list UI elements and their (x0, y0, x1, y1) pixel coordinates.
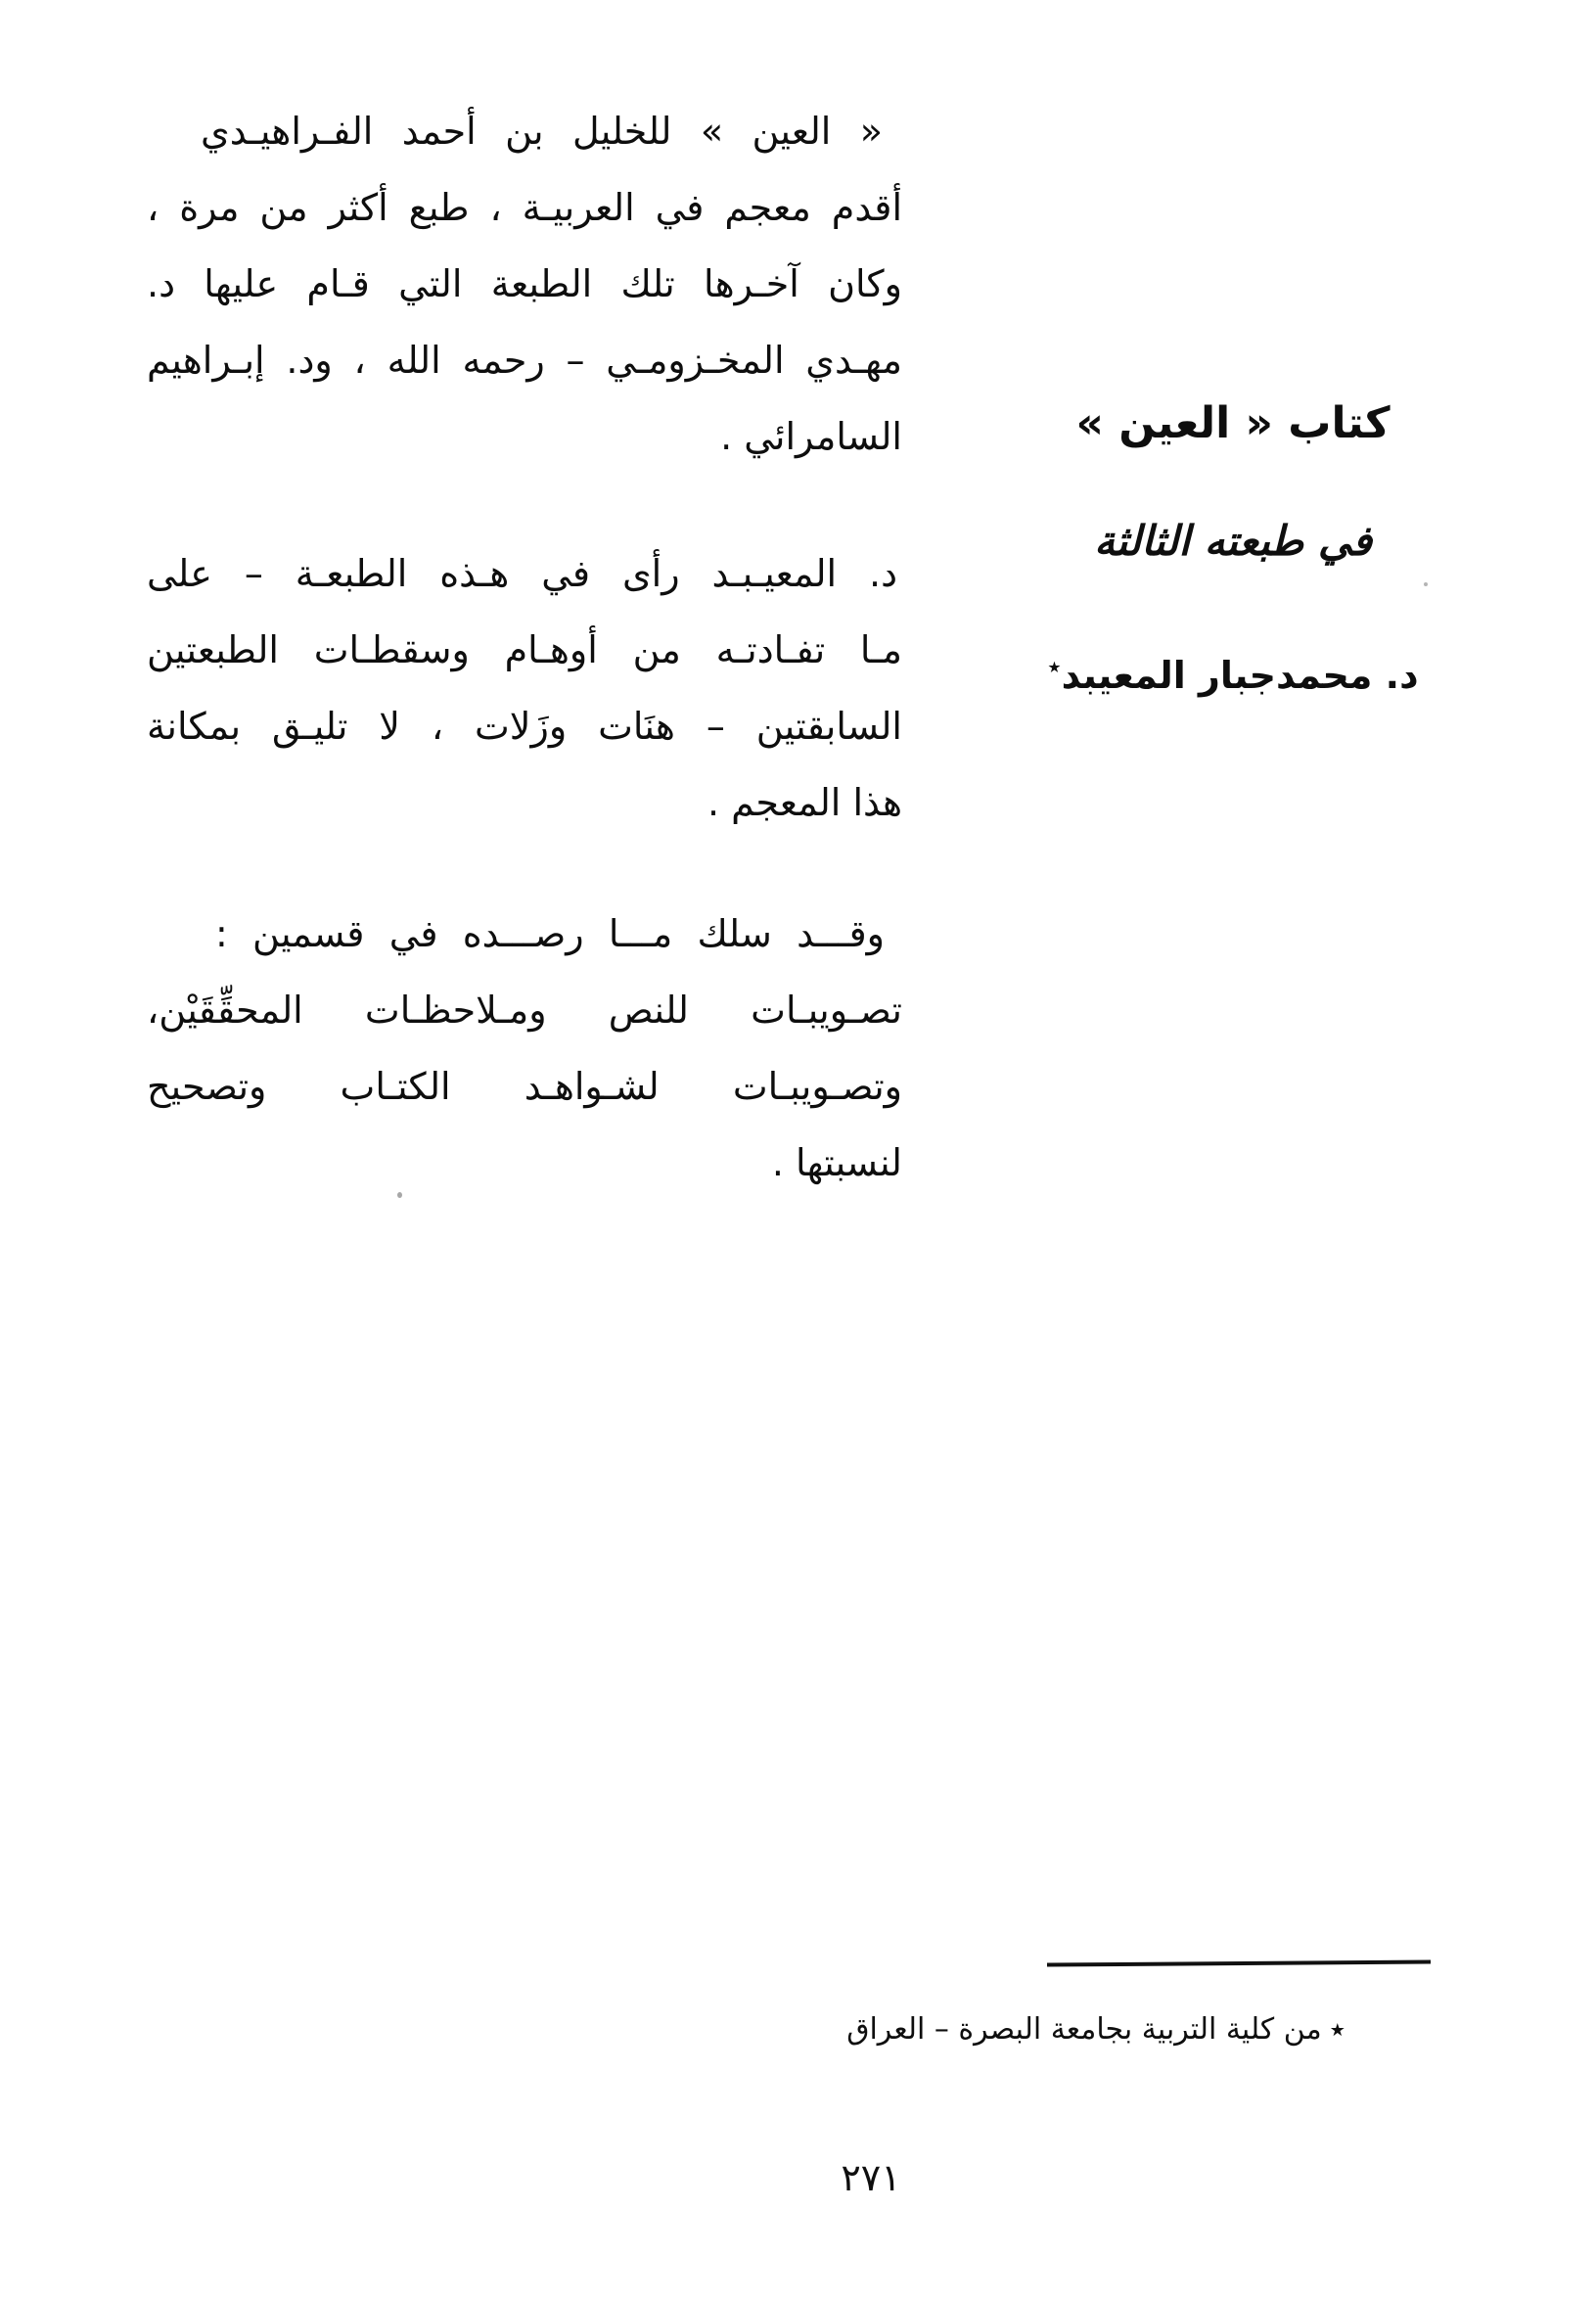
text-line: مـا تفـادتـه من أوهـام وسقطـات الطبعتين (147, 628, 902, 671)
text-line: لنسبتها . (771, 1141, 902, 1184)
footnote-marker: ٭ (1329, 2012, 1345, 2047)
text-line: « العين » للخليل بن أحمد الفـراهيـدي (201, 110, 883, 153)
article-body (147, 93, 902, 1201)
footnote-divider (1047, 1959, 1431, 1966)
text-line: وقـــد سلك مـــا رصـــده في قسمين : (215, 912, 885, 955)
text-line: تصـويبـات للنص ومـلاحظـات المحقِّقَيْن، (147, 989, 902, 1032)
article-subtitle: في طبعته الثالثة (1094, 517, 1372, 565)
text-line: السامرائي . (720, 415, 902, 458)
author-line (1018, 646, 1448, 705)
paragraph-1 (147, 93, 902, 475)
text-line: وتصـويبـات لشـواهـد الكتـاب وتصحيح (147, 1065, 902, 1108)
text-line: وكان آخـرها تلك الطبعة التي قـام عليها د. (147, 262, 902, 305)
text-line: هذا المعجم . (707, 781, 902, 824)
footnote-marker-superscript: ٭ (1047, 652, 1062, 682)
scan-speck (1424, 582, 1428, 586)
text-line: أقدم معجم في العربيـة ، طبع أكثر من مرة ، (147, 186, 902, 229)
article-title: كتاب « العين » (1075, 398, 1391, 448)
text-line: مهـدي المخـزومـي – رحمه الله ، ود. إبـراهيم (147, 339, 902, 382)
paragraph-3 (147, 896, 902, 1201)
text-line: السابقتين – هنَات وزَلات ، لا تليـق بمكانة (147, 705, 902, 748)
page-number: ٢٧١ (841, 2156, 901, 2199)
author-name: د. محمدجبار المعيبد (1061, 654, 1419, 697)
text-line: د. المعيـبـد رأى في هـذه الطبعـة – على (147, 552, 897, 595)
footnote-text: من كلية التربية بجامعة البصرة – العراق (846, 2012, 1322, 2047)
scan-speck (397, 1192, 402, 1198)
paragraph-2 (147, 535, 902, 841)
article-title-block (1018, 390, 1448, 705)
footnote (846, 2003, 1345, 2057)
